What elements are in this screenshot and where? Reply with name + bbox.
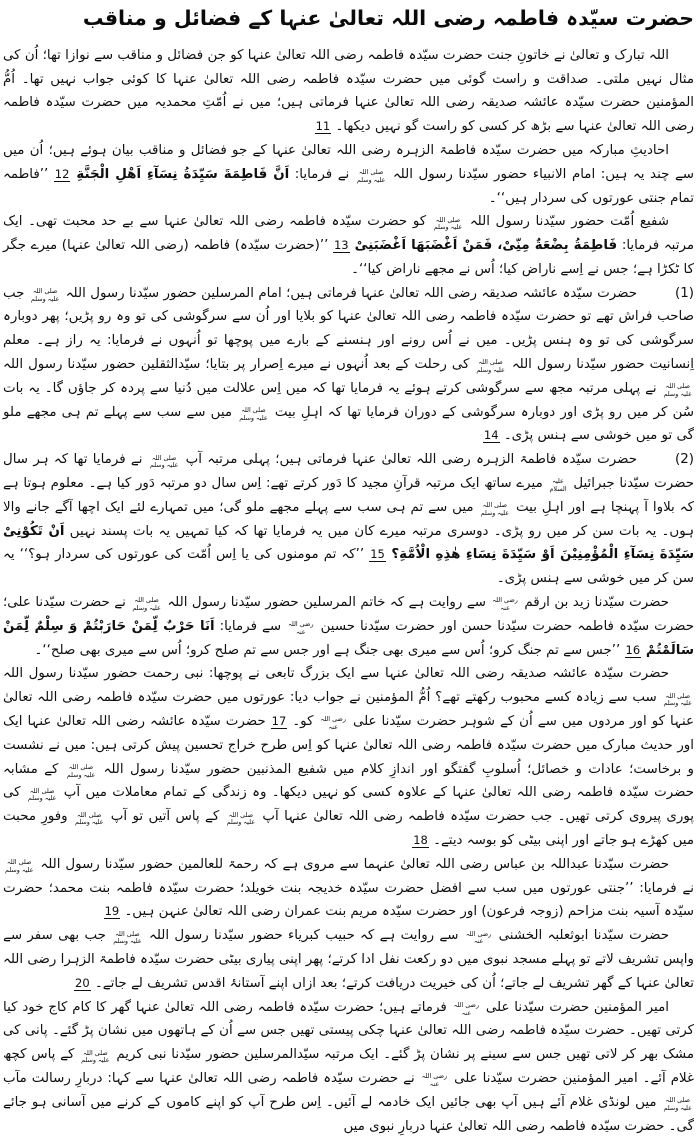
- honorific-ra-mark: رضی اللہ عنہ: [465, 929, 492, 946]
- paragraph: (1)حضرت سیّدہ عائشہ صدیقہ رضی اللہ تعالیٰ عنہا فرماتی ہیں؛ امام المرسلین حضور سیّدنا رسول اللہ صلی اللہ علیہ وسلم جب صاحب فراش تھے تو حضرت سیّدہ فاطمہ رضی اللہ تعالیٰ عنہا کو بلایا اور اُن سے سرگوشی کی تو وہ رو پڑیں؛ پھر دوبارہ سرگوشی کی تو وہ ہنس پڑیں۔ میں نے اُس رونے اور ہنسنے کے بارے میں پوچھا تو اُنہوں نے فرمایا: یہ راز ہے۔ معلم اِنسانیت حضور سیّدنا رسول اللہ صلی اللہ علیہ وسلم کی رحلت کے بعد اُنہوں نے میرے اِصرار پر بتایا؛ سیّدالثقلین حضور سیّدنا رسول اللہ صلی اللہ علیہ وسلم نے پہلی مرتبہ مجھ سے سرگوشی کرتے ہوئے یہ فرمایا تھا کہ میں اِس علالت میں دُنیا سے پردہ کر جاؤں گا۔ یہ بات سُن کر میں رو پڑی اور دوبارہ سرگوشی کے دوران فرمایا تھا کہ اہلِ بیت صلی اللہ علیہ وسلم میں سے سب سے پہلے تم ہی مجھے ملو گی تو میں خوشی سے ہنس پڑی۔ 14: [3, 285, 694, 444]
- honorific-ra-mark: رضی اللہ عنہ: [320, 715, 346, 732]
- honorific-saw-mark: صلی اللہ علیہ وسلم: [27, 786, 57, 803]
- honorific-saw-mark: صلی اللہ علیہ وسلم: [5, 858, 34, 874]
- paragraph: شفیع اُمّت حضور سیّدنا رسول اللہ صلی اللہ علیہ وسلم کو حضرت سیّدہ فاطمہ رضی اللہ تعالیٰ عنہا سے بے حد محبت تھی۔ ایک مرتبہ فرمایا: فَاطِمَةُ بِضْعَةٌ مِنِّیْ، فَمَنْ اَغْضَبَهَا اَغْضَبَنِیْ 13 ’’(حضرت سیّدہ) فاطمہ (رضی اللہ تعالیٰ عنہا) میرے جگر کا ٹکڑا ہے؛ جس نے اِسے ناراض کیا؛ اُس نے مجھے ناراض کیا‘‘۔: [3, 214, 695, 277]
- reference-number: 20: [75, 975, 90, 990]
- reference-number: 12: [54, 166, 70, 181]
- honorific-ra-mark: رضی اللہ عنہ: [492, 596, 518, 613]
- paragraph: حضرت سیّدنا ابوثعلبہ الخشنی رضی اللہ عنہ سے روایت ہے کہ حبیب کبریاء حضور سیّدنا رسول اللہ صلی اللہ علیہ وسلم جب بھی سفر سے واپس تشریف لاتے تو پہلے مسجد نبوی میں دو رکعت نفل ادا کرتے؛ پھر اپنی پیاری بیٹی حضرت سیّدہ فاطمۃ الزہرا رضی اللہ تعالیٰ عنہا کے گھر تشریف لے جاتے؛ اُن کی خیریت دریافت کرتے؛ بعد ازاں اپنے آستانۂ اقدس تشریف لے جاتے۔ 20: [3, 928, 694, 991]
- honorific-saw-mark: صلی اللہ علیہ وسلم: [356, 168, 386, 184]
- reference-number: 16: [625, 642, 641, 657]
- honorific-ra-mark: رضی اللہ عنہ: [421, 1072, 448, 1088]
- honorific-saw-mark: صلی اللہ علیہ وسلم: [74, 810, 104, 827]
- paragraph: حضرت سیّدہ عائشہ صدیقہ رضی اللہ تعالیٰ عنہا سے ایک بزرگ تابعی نے پوچھا: نبی رحمت حضور سیّدنا رسول اللہ صلی اللہ علیہ وسلم سب سے زیادہ کسے محبوب رکھتے تھے؟ اُمُّ المؤمنین نے جواب دیا: عورتوں میں حضرت سیّدہ فاطمہ رضی اللہ تعالیٰ عنہا کو اور مردوں میں سے اُن کے شوہر حضرت سیّدنا علی رضی اللہ عنہ کو۔ 17 حضرت سیّدہ عائشہ رضی اللہ تعالیٰ عنہا ایک اور حدیث مبارک میں حضرت سیّدہ فاطمہ رضی اللہ تعالیٰ عنہا کو اِس طرح خراج تحسین پیش کرتی ہیں: میں نے نشست و برخاست؛ عادات و خصائل؛ اُسلوبِ گفتگو اور اندازِ کلام میں شفیع المذنبین حضور سیّدنا رسول اللہ صلی اللہ علیہ وسلم کے مشابہ حضرت سیّدہ فاطمہ رضی اللہ تعالیٰ عنہا کے علاوہ کسی کو نہیں دیکھا۔ وہ زندگی کے تمام معاملات میں آپ صلی اللہ علیہ وسلم کی پوری پیروی کرتی تھیں۔ جب حضرت سیّدہ فاطمہ رضی اللہ تعالیٰ عنہا آپ صلی اللہ علیہ وسلم کے پاس آتیں تو آپ صلی اللہ علیہ وسلم وفورِ محبت میں کھڑے ہو جاتے اور اپنی بیٹی کو بوسہ دیتے۔ 18: [3, 666, 695, 849]
- reference-number: 13: [333, 238, 349, 253]
- reference-number: 19: [104, 904, 120, 919]
- arabic-quote: فَاطِمَةُ بِضْعَةٌ مِنِّیْ، فَمَنْ اَغْضَبَهَا اَغْضَبَنِیْ: [349, 238, 618, 254]
- honorific-saw-mark: صلی اللہ علیہ وسلم: [149, 453, 179, 470]
- arabic-quote: اَنَّ فَاطِمَةَ سَیِّدَةُ نِسَآءِ اَهْلِ الْجَنَّةِ: [70, 166, 290, 182]
- honorific-saw-mark: صلی اللہ علیہ وسلم: [66, 762, 96, 779]
- reference-number: 11: [315, 119, 331, 134]
- paragraph: اللہ تبارک و تعالیٰ نے خاتونِ جنت حضرت سیّدہ فاطمہ رضی اللہ تعالیٰ عنہا کو جن فضائل و مناقب سے نوازا تھا؛ اُن کی مثال نہیں ملتی۔ صداقت و راست گوئی میں حضرت سیّدہ فاطمہ رضی اللہ تعالیٰ عنہا کا کوئی جواب نہیں تھا۔ اُمُّ المؤمنین حضرت سیّدہ عائشہ صدیقہ رضی اللہ تعالیٰ عنہا فرماتی ہیں؛ میں نے اُمّتِ محمدیہ میں حضرت سیّدہ فاطمہ رضی اللہ تعالیٰ عنہا سے بڑھ کر کسی کو راست گو نہیں دیکھا۔ 11: [3, 47, 694, 135]
- honorific-ra-mark: رضی اللہ عنہ: [453, 1000, 480, 1017]
- honorific-saw-mark: صلی اللہ علیہ وسلم: [480, 501, 510, 517]
- honorific-saw-mark: صلی اللہ علیہ وسلم: [113, 929, 142, 946]
- paragraph: (2)حضرت سیّدہ فاطمۃ الزہرہ رضی اللہ تعالیٰ عنہا فرماتی ہیں؛ پہلی مرتبہ آپ صلی اللہ علیہ وسلم نے فرمایا تھا کہ ہر سال حضرت سیّدنا جبرائیل علیہ السلام میرے ساتھ ایک مرتبہ قرآنِ مجید کا دَور کرتے تھے: اِس سال دو مرتبہ دَور کیا ہے۔ معلوم ہوتا ہے کہ بلاوا آ پہنچا ہے اور اہلِ بیت صلی اللہ علیہ وسلم میں سے تم ہی سب سے پہلے مجھے ملو گی؛ میں تمہارے لئے ایک اچھا آگے جانے والا ہوں۔ یہ بات سن کر میں رو پڑی۔ دوسری مرتبہ میرے کان میں یہ فرمایا تھا کہ کیا تمہیں یہ بات پسند نہیں اَنْ تَكُوْنِیْ سَیِّدَةَ نِسَآءِ الْمُؤْمِنِیْنَ اَوْ سَیِّدَةَ نِسَاءِ هٰذِهِ الْاُمَّةِ؟ 15 ’’کہ تم مومنوں کی یا اِس اُمّت کی عورتوں کی سردار ہو؟‘‘ یہ سن کر میں خوشی سے ہنس پڑی۔: [3, 452, 695, 587]
- reference-number: 14: [483, 428, 499, 443]
- honorific-saw-mark: صلی اللہ علیہ وسلم: [433, 215, 463, 232]
- reference-number: 15: [370, 547, 385, 562]
- reference-number: 18: [413, 833, 428, 848]
- paragraph-number: (1): [675, 285, 694, 301]
- arabic-quote: اَنَا حَرْبٌ لِّمَنْ حَارَبْتُمْ وَ سِلْمٌ لِّمَنْ سَالَمْتُمْ: [3, 618, 694, 658]
- reference-number: 17: [271, 714, 287, 729]
- honorific-saw-mark: صلی اللہ علیہ وسلم: [81, 1048, 110, 1065]
- page-title: حضرت سیّدہ فاطمہ رضی اللہ تعالیٰ عنہا کے فضائل و مناقب: [82, 6, 694, 30]
- honorific-saw-mark: صلی اللہ علیہ وسلم: [663, 1096, 692, 1112]
- paragraph: امیر المؤمنین حضرت سیّدنا علی رضی اللہ عنہ فرماتے ہیں؛ حضرت سیّدہ فاطمہ رضی اللہ تعالیٰ عنہا گھر کا کام کاج خود کیا کرتی تھیں۔ حضرت سیّدہ فاطمہ رضی اللہ تعالیٰ عنہا چکی پیستی تھیں جس سے اُن کے ہاتھوں میں نشان پڑ گئے۔ پانی کی مشک بھر کر لاتی تھیں جس سے سینے پر نشان پڑ گئے۔ ایک مرتبہ سیّدالمرسلین حضور سیّدنا نبی کریم صلی اللہ علیہ وسلم کے پاس کچھ غلام آئے۔ امیر المؤمنین حضرت سیّدنا علی رضی اللہ عنہ نے حضرت سیّدہ فاطمہ رضی اللہ تعالیٰ عنہا سے کہا: دربارِ رسالت مآب صلی اللہ علیہ وسلم میں لونڈی غلام آئے ہیں آپ بھی جائیں ایک خادمہ لے آئیں۔ اِس طرح آپ کو اپنے کاموں کے کرنے میں آسانی ہو جائے گی۔ حضرت سیّدہ فاطمہ رضی اللہ تعالیٰ عنہا دربارِ نبوی میں: [3, 999, 694, 1134]
- honorific-saw-mark: صلی اللہ علیہ وسلم: [476, 358, 505, 375]
- honorific-saw-mark: صلی اللہ علیہ وسلم: [239, 405, 268, 422]
- honorific-saw-mark: صلی اللہ علیہ وسلم: [226, 810, 256, 827]
- honorific-saw-mark: صلی اللہ علیہ وسلم: [663, 382, 692, 398]
- paragraph: حضرت سیّدنا عبداللہ بن عباس رضی اللہ تعالیٰ عنہما سے مروی ہے کہ رحمۃ للعالمین حضور سیّدنا رسول اللہ صلی اللہ علیہ وسلم نے فرمایا: ’’جنتی عورتوں میں سب سے افضل حضرت سیّدہ خدیجہ بنت خویلد؛ حضرت سیّدہ فاطمہ بنت محمد؛ حضرت سیّدہ آسیہ بنت مزاحم (زوجہ فرعون) اور حضرت سیّدہ مریم بنت عمران رضی اللہ تعالیٰ عنہن ہیں۔ 19: [3, 856, 694, 920]
- paragraph: حضرت سیّدنا زید بن ارقم رضی اللہ عنہ سے روایت ہے کہ خاتم المرسلین حضور سیّدنا رسول اللہ صلی اللہ علیہ وسلم نے حضرت سیّدنا علی؛ حضرت سیّدہ فاطمہ حضرت سیّدنا حسن اور حضرت سیّدنا حسین رضی اللہ عنہ سے فرمایا: اَنَا حَرْبٌ لِّمَنْ حَارَبْتُمْ وَ سِلْمٌ لِّمَنْ سَالَمْتُمْ 16 ’’جس سے تم جنگ کرو؛ اُس سے میری بھی جنگ ہے اور جس سے تم صلح کرو؛ اُس سے میری بھی صلح‘‘۔: [3, 595, 694, 658]
- paragraph-number: (2): [675, 452, 694, 468]
- honorific-ra-mark: رضی اللہ عنہ: [288, 620, 314, 636]
- honorific-saw-mark: صلی اللہ علیہ وسلم: [663, 691, 692, 708]
- honorific-as-mark: علیہ السلام: [549, 477, 567, 494]
- paragraph: احادیثِ مبارکہ میں حضرت سیّدہ فاطمۃ الزہرہ رضی اللہ تعالیٰ عنہا کے جو فضائل و مناقب بیان ہوئے ہیں؛ اُن میں سے چند یہ ہیں: امام الانبیاء حضور سیّدنا رسول اللہ صلی اللہ علیہ وسلم نے فرمایا: اَنَّ فَاطِمَةَ سَیِّدَةُ نِسَآءِ اَهْلِ الْجَنَّةِ 12 ’’فاطمہ تمام جنتی عورتوں کی سردار ہیں‘‘۔: [3, 142, 695, 206]
- page-content: [3, 44, 694, 1138]
- honorific-saw-mark: صلی اللہ علیہ وسلم: [132, 596, 161, 613]
- arabic-quote: اَنْ تَكُوْنِیْ سَیِّدَةَ نِسَآءِ الْمُؤْمِنِیْنَ اَوْ سَیِّدَةَ نِسَاءِ هٰذِهِ الْاُمَّةِ؟: [3, 523, 694, 563]
- honorific-saw-mark: صلی اللہ علیہ وسلم: [30, 287, 60, 303]
